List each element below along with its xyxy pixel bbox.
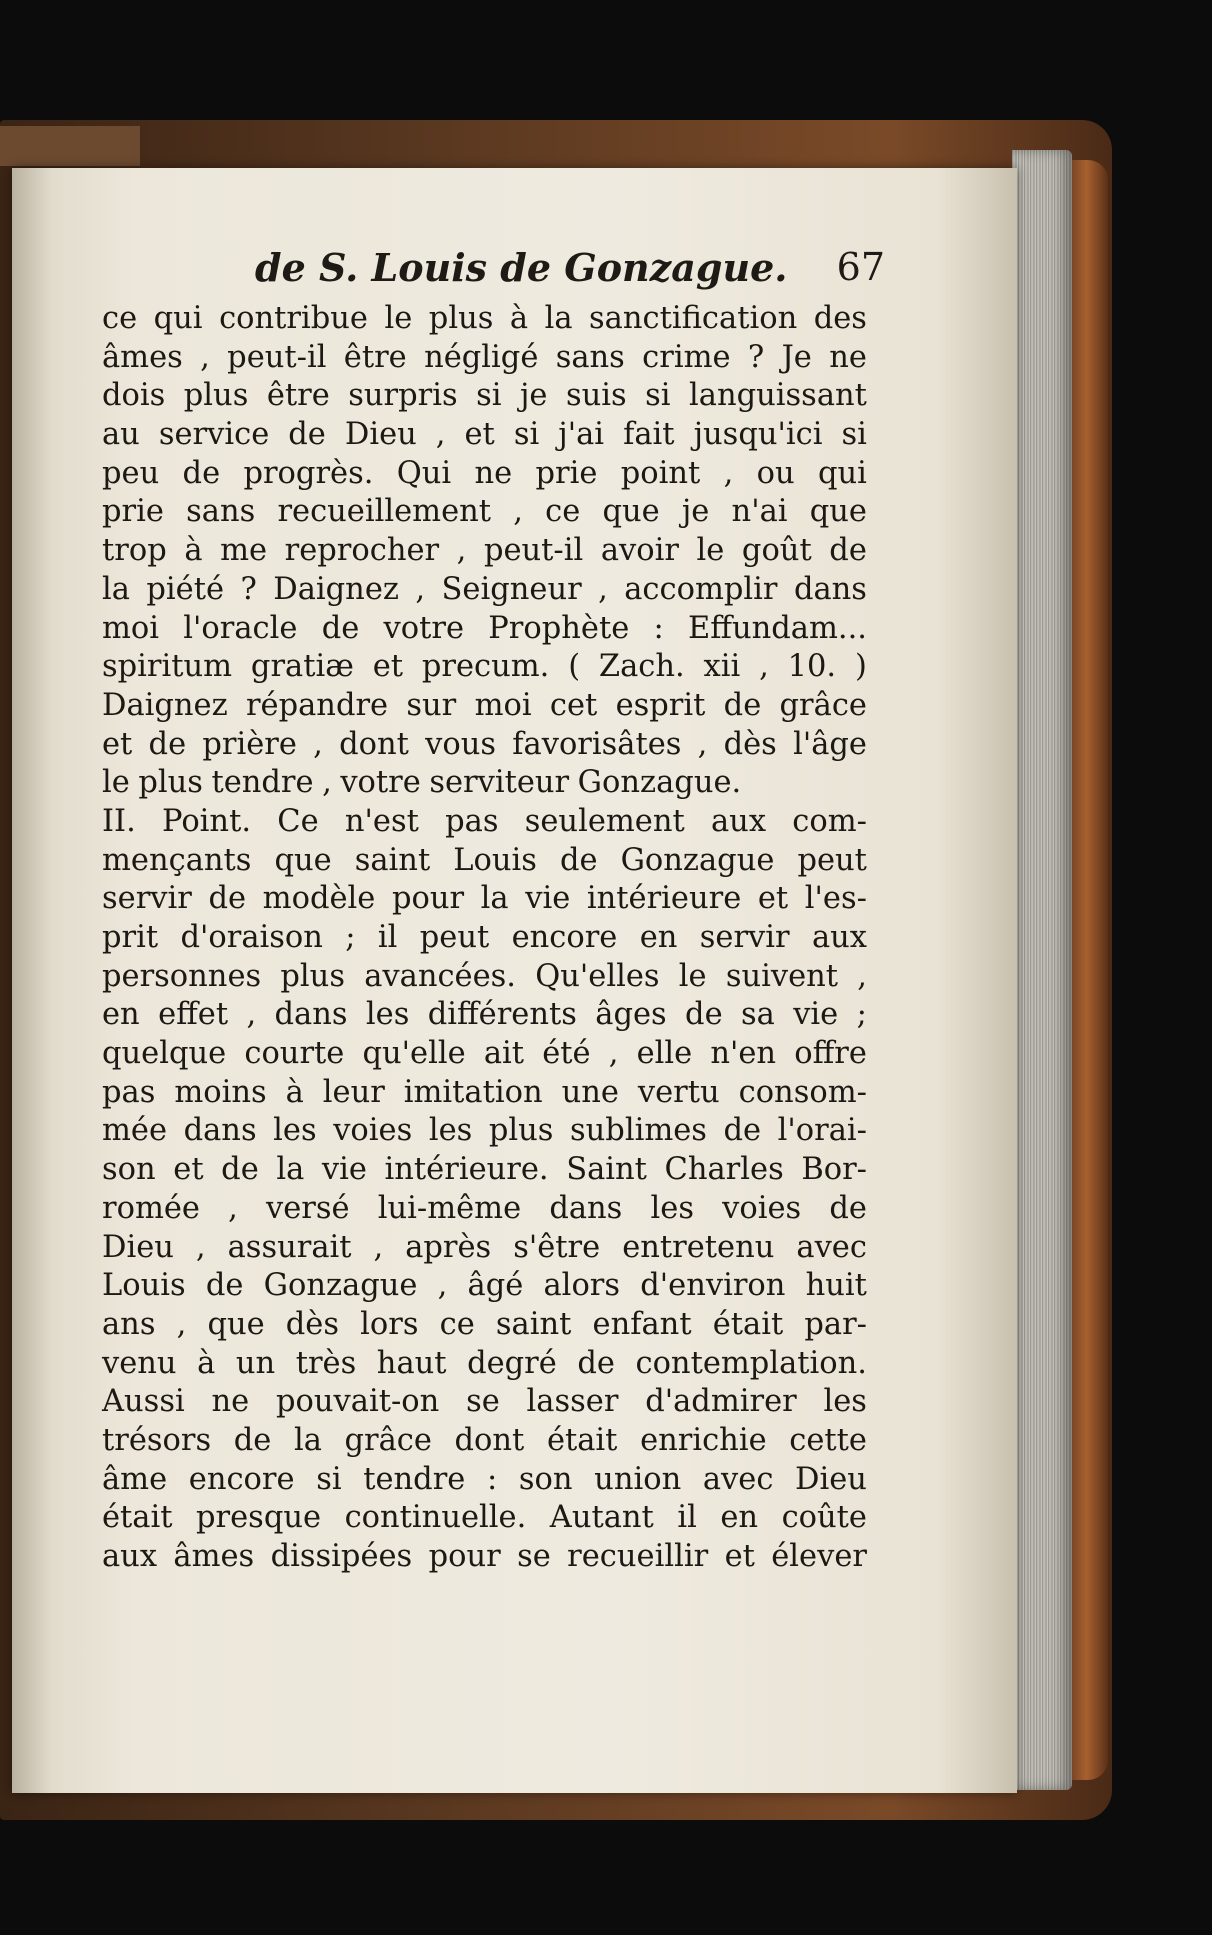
text-line: peu de progrès. Qui ne prie point , ou qui <box>102 455 867 491</box>
text-line: romée , versé lui-même dans les voies de <box>102 1190 867 1226</box>
text-line: était presque continuelle. Autant il en coûte <box>102 1500 867 1536</box>
text-line: Aussi ne pouvait-on se lasser d'admirer les <box>102 1384 867 1420</box>
text-line: prit d'oraison ; il peut encore en servir aux <box>102 920 867 955</box>
running-head: de S. Louis de Gonzague. <box>255 245 788 290</box>
text-line: la piété ? Daignez , Seigneur , accomplir dans <box>102 571 867 607</box>
text-line: aux âmes dissipées pour se recueillir et élever <box>102 1539 867 1574</box>
text-line: en effet , dans les différents âges de sa vie ; <box>102 997 867 1033</box>
text-line: quelque courte qu'elle ait été , elle n'en offre <box>102 1036 867 1072</box>
text-line: II. Point. Ce n'est pas seulement aux com- <box>102 803 867 839</box>
text-line: trop à me reprocher , peut-il avoir le goût de <box>102 533 867 569</box>
text-line: venu à un très haut degré de contemplation. <box>102 1345 867 1381</box>
text-line: Louis de Gonzague , âgé alors d'environ huit <box>102 1268 867 1304</box>
text-line: trésors de la grâce dont était enrichie cette <box>102 1422 867 1458</box>
text-line: ce qui contribue le plus à la sanctification des <box>102 301 867 336</box>
book-cover-corner <box>0 126 140 166</box>
body-text <box>102 300 867 1577</box>
book-spine-edge <box>1072 160 1108 1780</box>
text-line: personnes plus avancées. Qu'elles le suivent , <box>102 958 867 994</box>
text-line: Daignez répandre sur moi cet esprit de grâce <box>102 687 867 723</box>
text-line: servir de modèle pour la vie intérieure et l'es- <box>102 881 867 917</box>
text-line: âme encore si tendre : son union avec Dieu <box>102 1461 867 1497</box>
page-block-edge <box>1012 150 1072 1790</box>
text-line: au service de Dieu , et si j'ai fait jusqu'ici si <box>102 417 867 453</box>
page-number: 67 <box>836 245 885 289</box>
text-line: spiritum gratiæ et precum. ( Zach. xii , 10. ) <box>102 649 867 685</box>
text-line: moi l'oracle de votre Prophète : Effundam... <box>102 610 867 646</box>
text-line: prie sans recueillement , ce que je n'ai que <box>102 494 867 530</box>
text-line: et de prière , dont vous favorisâtes , dès l'âge <box>102 726 867 762</box>
text-line: ans , que dès lors ce saint enfant était par- <box>102 1306 867 1342</box>
page-header <box>255 245 885 295</box>
text-line: dois plus être surpris si je suis si languissant <box>102 378 867 414</box>
text-line: le plus tendre , votre serviteur Gonzague. <box>102 765 742 801</box>
text-line: âmes , peut-il être négligé sans crime ? Je ne <box>102 339 867 375</box>
text-line: son et de la vie intérieure. Saint Charles Bor- <box>102 1152 867 1188</box>
text-line: mée dans les voies les plus sublimes de l'orai- <box>102 1113 867 1149</box>
text-line: mençants que saint Louis de Gonzague peut <box>102 842 867 878</box>
text-line: Dieu , assurait , après s'être entretenu avec <box>102 1229 867 1265</box>
text-line: pas moins à leur imitation une vertu consom- <box>102 1074 867 1110</box>
